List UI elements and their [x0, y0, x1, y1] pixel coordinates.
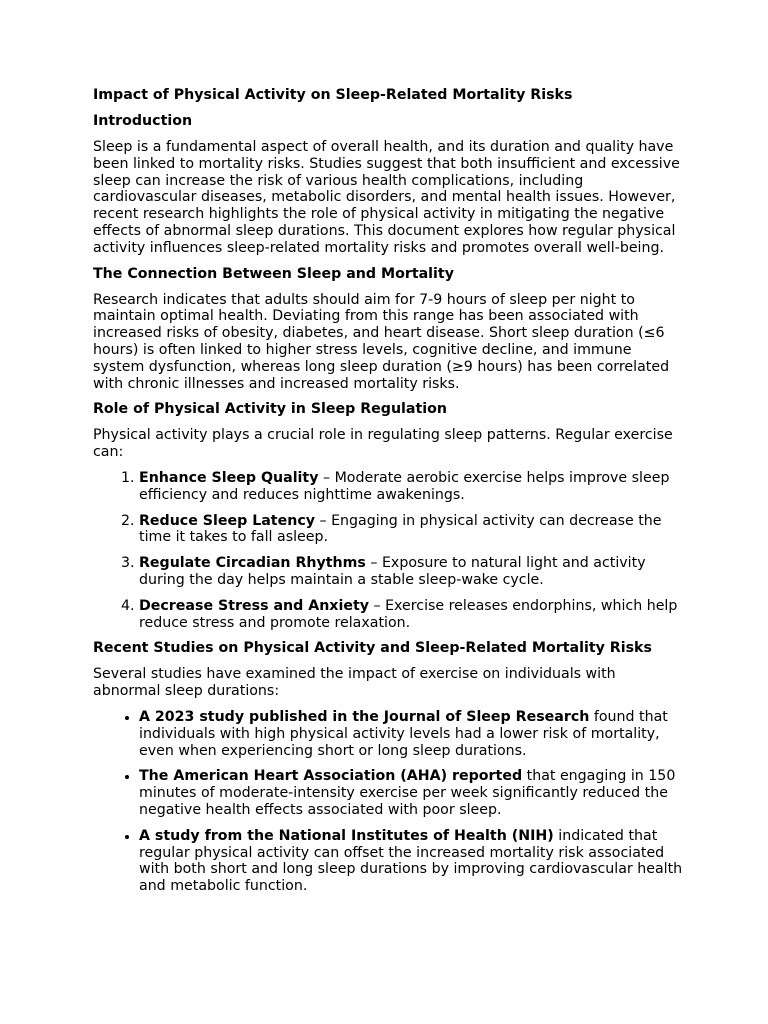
list-item [139, 709, 683, 759]
list-item-text: – Exposure to natural light and activity during the day helps maintain a stable sleep-wake cycle. [139, 555, 646, 588]
list-item [139, 768, 683, 818]
list-item [139, 828, 683, 895]
heading-connection: The Connection Between Sleep and Mortality [93, 265, 454, 282]
heading-studies: Recent Studies on Physical Activity and Sleep-Related Mortality Risks [93, 640, 652, 657]
heading-introduction: Introduction [93, 113, 193, 129]
list-item [139, 555, 683, 589]
list-item [139, 598, 683, 632]
list-item-text: – Exercise releases endorphins, which help reduce stress and promote relaxation. [139, 597, 678, 631]
list-item-bold: The American Heart Association (AHA) reported [139, 768, 523, 785]
list-item-text: that engaging in 150 minutes of moderate-intensity exercise per week significantly reduced the negative health effects associated with poor sleep. [139, 768, 676, 818]
list-item-bold: A 2023 study published in the Journal of Sleep Research [139, 708, 590, 725]
list-item-bold: A study from the National Institutes of Health (NIH) [139, 827, 554, 844]
paragraph-studies: Several studies have examined the impact of exercise on individuals with abnormal sleep durations: [93, 666, 616, 700]
document-title: Impact of Physical Activity on Sleep-Related Mortality Risks [93, 87, 573, 103]
list-item [139, 470, 683, 504]
paragraph-role: Physical activity plays a crucial role in regulating sleep patterns. Regular exercise can: [93, 427, 673, 461]
list-item-text: found that individuals with high physical activity levels had a lower risk of mortality, even when experiencing short or long sleep durations. [139, 708, 668, 759]
list-item-text: indicated that regular physical activity can offset the increased mortality risk associated with both short and long sleep durations by improving cardiovascular health and metabolic function. [139, 827, 683, 895]
heading-role: Role of Physical Activity in Sleep Regulation [93, 401, 447, 418]
numbered-list-benefits [93, 470, 683, 631]
list-item-text: – Moderate aerobic exercise helps improve sleep efficiency and reduces nighttime awakenings. [139, 469, 670, 503]
list-item-bold: Reduce Sleep Latency [139, 512, 315, 529]
list-item-bold: Enhance Sleep Quality [139, 469, 319, 486]
list-item-bold: Decrease Stress and Anxiety [139, 597, 369, 614]
list-item-text: – Engaging in physical activity can decrease the time it takes to fall asleep. [139, 512, 662, 546]
paragraph-connection: Research indicates that adults should aim for 7-9 hours of sleep per night to maintain optimal health. Deviating from this range has been associated with increased risks of obesity, diabetes, and heart disease. Short sleep duration (≤6 hours) is often linked to higher stress levels, cognitive decline, and immune system dysfunction, whereas long sleep duration (≥9 hours) has been correlated with chronic illnesses and increased mortality risks. [93, 291, 670, 392]
document-body [93, 87, 683, 904]
list-item [139, 513, 683, 547]
list-item-bold: Regulate Circadian Rhythms [139, 555, 366, 572]
bullet-list-studies [93, 709, 683, 895]
paragraph-introduction: Sleep is a fundamental aspect of overall health, and its duration and quality have been linked to mortality risks. Studies suggest that both insufficient and excessive sleep can increase the risk of various health complications, including cardiovascular diseases, metabolic disorders, and mental health issues. However, recent research highlights the role of physical activity in mitigating the negative effects of abnormal sleep durations. This document explores how regular physical activity influences sleep-related mortality risks and promotes overall well-being. [93, 139, 680, 256]
